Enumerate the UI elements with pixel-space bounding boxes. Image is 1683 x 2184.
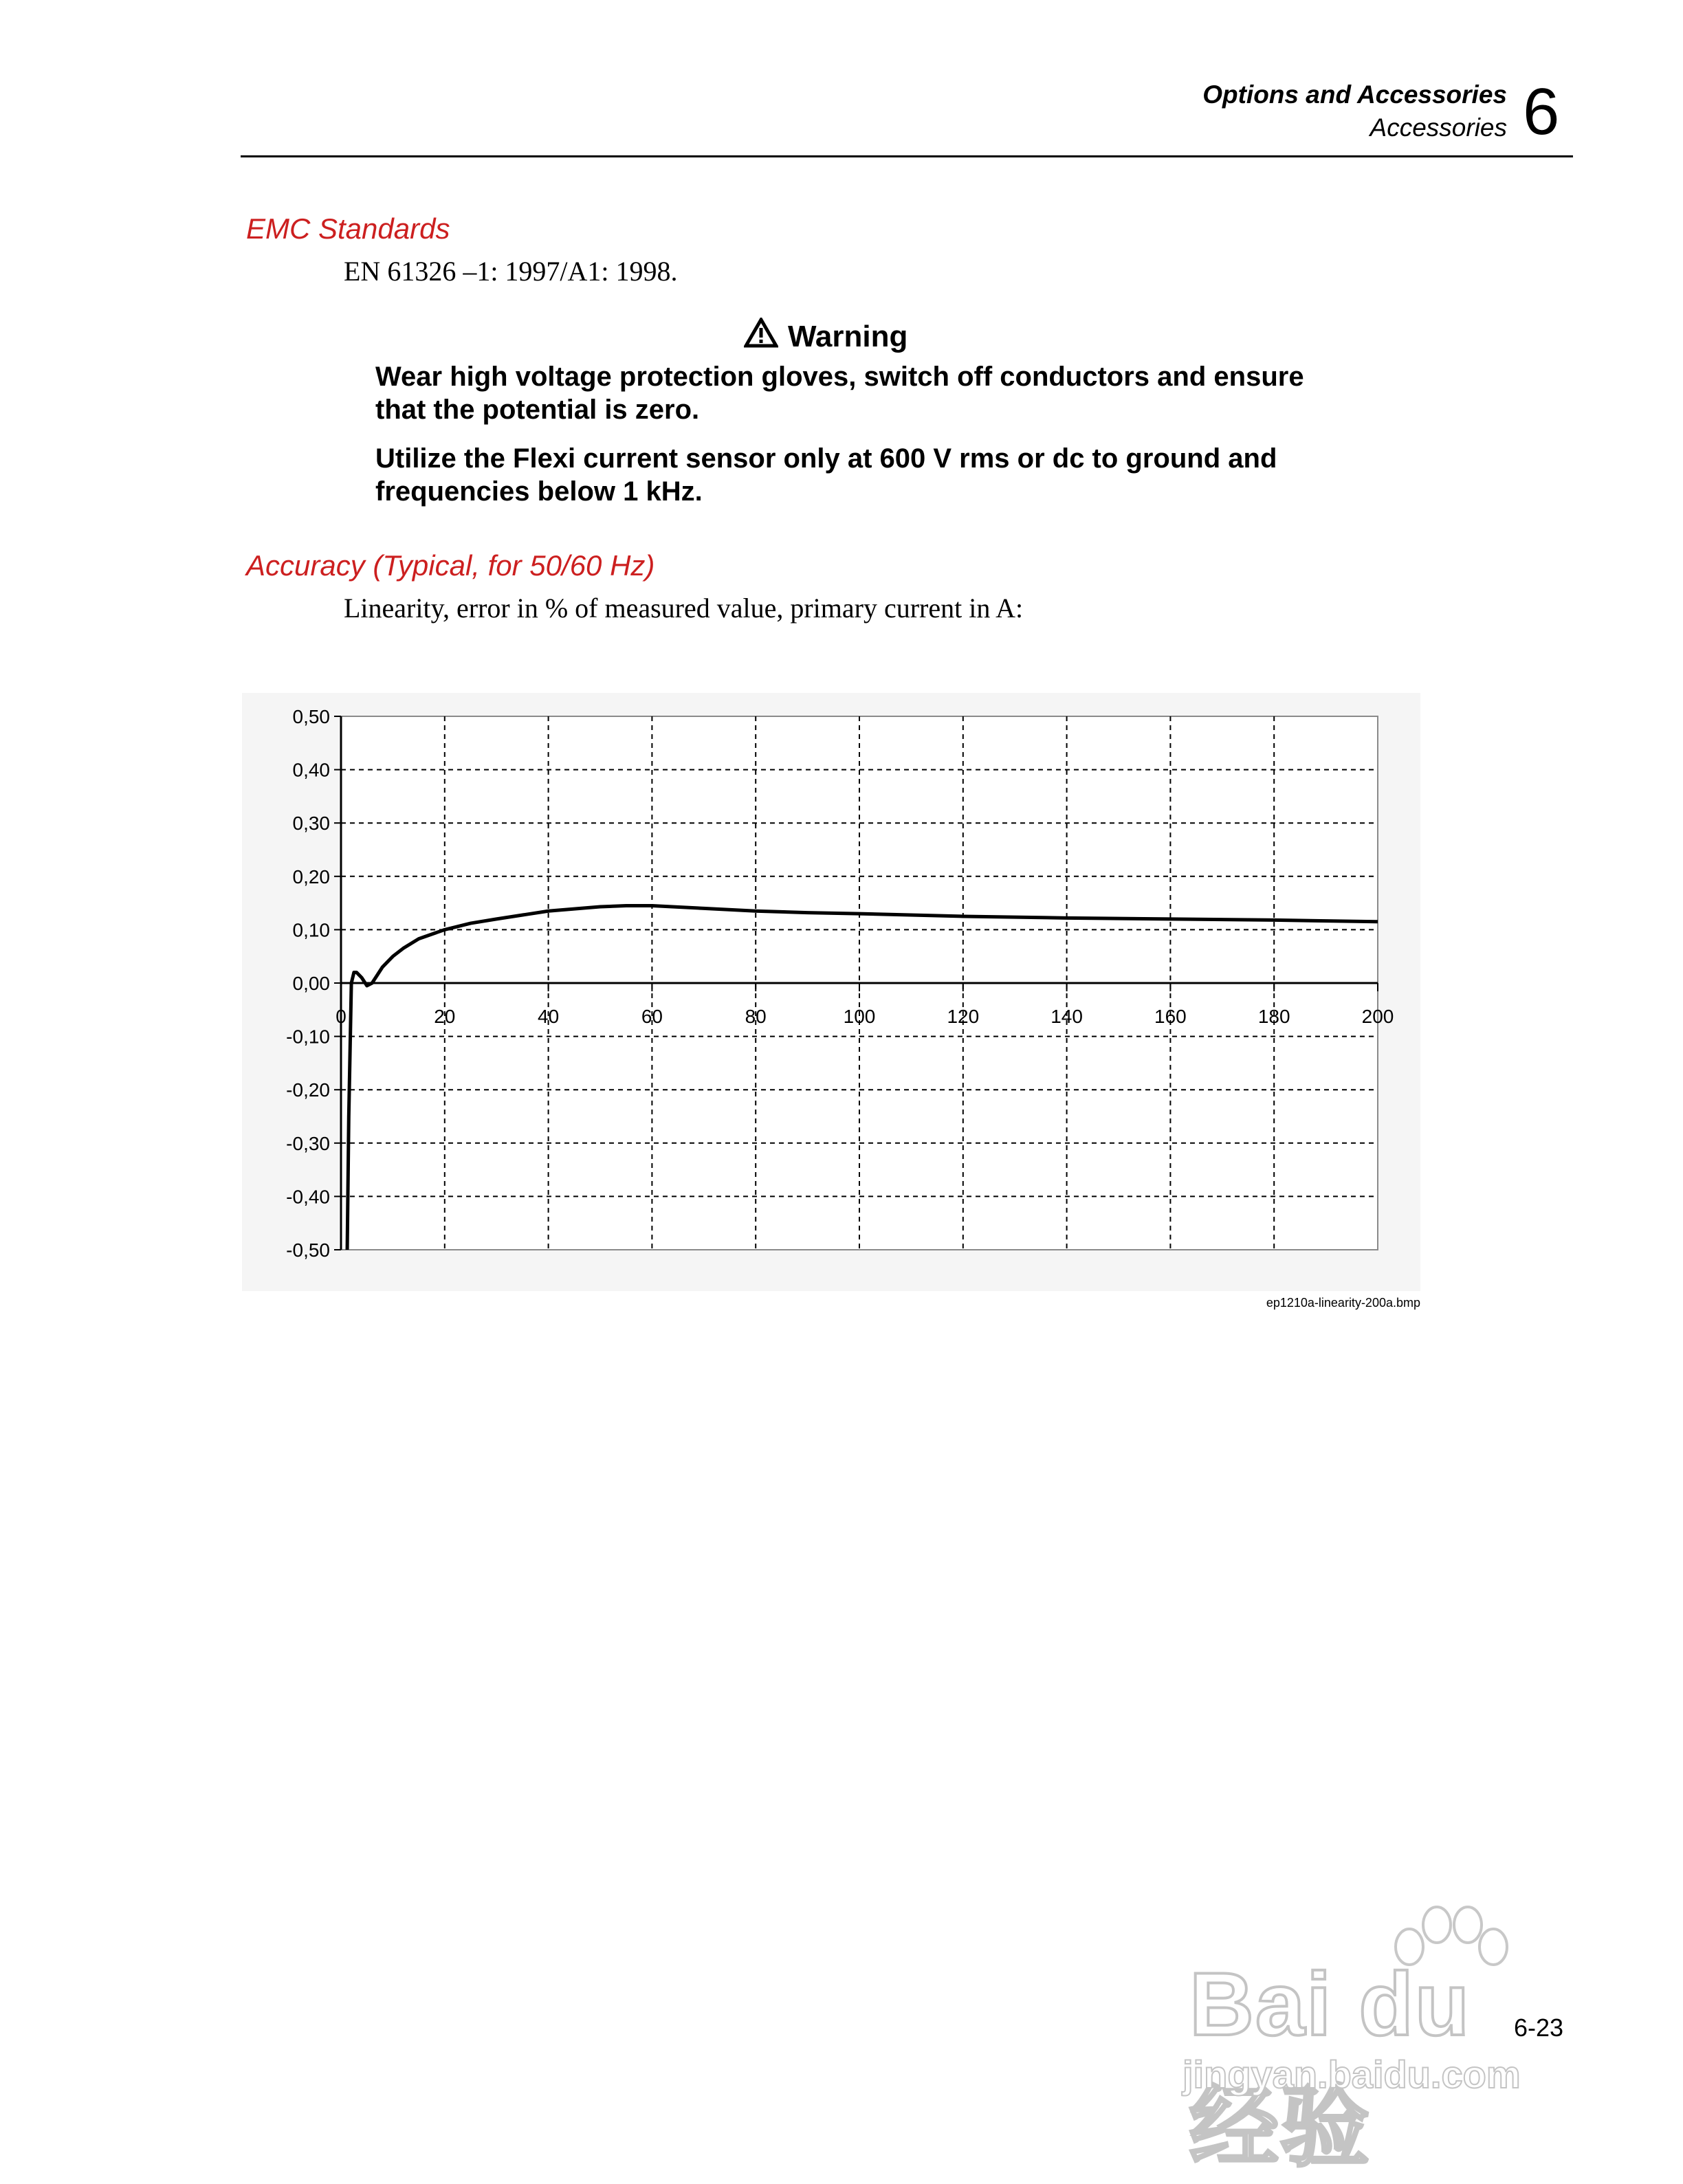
y-tick-label: 0,50 [292, 706, 330, 727]
baidu-watermark [1169, 1904, 1574, 2177]
linearity-chart [242, 693, 1420, 1291]
header-divider [241, 155, 1573, 157]
figure-file-caption: ep1210a-linearity-200a.bmp [1266, 1296, 1420, 1310]
y-tick-label: -0,50 [286, 1239, 330, 1261]
x-tick-label: 160 [1154, 1006, 1187, 1027]
x-tick-label: 140 [1050, 1006, 1083, 1027]
x-tick-label: 20 [434, 1006, 456, 1027]
x-tick-label: 80 [745, 1006, 767, 1027]
warning-triangle-icon [744, 318, 778, 356]
x-tick-label: 120 [947, 1006, 980, 1027]
watermark-brand: Bai du 经验 [1189, 1954, 1471, 2177]
y-tick-label: 0,40 [292, 759, 330, 781]
x-tick-label: 100 [843, 1006, 876, 1027]
chapter-number: 6 [1523, 75, 1560, 148]
y-tick-label: 0,20 [292, 865, 330, 887]
y-tick-label: -0,20 [286, 1079, 330, 1101]
header-title: Options and Accessories [1202, 80, 1507, 109]
x-tick-label: 180 [1257, 1006, 1290, 1027]
linearity-chart-svg [242, 693, 1420, 1291]
warning-title-text: Warning [788, 320, 908, 353]
emc-heading: EMC Standards [246, 212, 450, 245]
y-tick-label: 0,30 [292, 813, 330, 835]
warning-paragraph-1: Wear high voltage protection gloves, switch off conductors and ensure that the potential is zero. [375, 362, 1304, 425]
warning-paragraph-2: Utilize the Flexi current sensor only at 600 V rms or dc to ground and frequencies below 1 kHz. [375, 443, 1277, 507]
page-number: 6-23 [1514, 2014, 1564, 2042]
x-tick-label: 200 [1361, 1006, 1394, 1027]
y-tick-label: -0,10 [286, 1026, 330, 1048]
x-tick-label: 0 [336, 1006, 346, 1027]
y-tick-label: -0,30 [286, 1132, 330, 1154]
x-tick-label: 60 [641, 1006, 663, 1027]
y-tick-label: -0,40 [286, 1186, 330, 1208]
y-tick-label: 0,10 [292, 919, 330, 941]
x-tick-label: 40 [538, 1006, 560, 1027]
y-tick-label: 0,00 [292, 973, 330, 994]
accuracy-description: Linearity, error in % of measured value, primary current in A: [344, 593, 1024, 624]
accuracy-heading: Accuracy (Typical, for 50/60 Hz) [246, 549, 655, 582]
emc-standard-text: EN 61326 –1: 1997/A1: 1998. [344, 256, 678, 287]
watermark-url: jingyan.baidu.com [1182, 2053, 1521, 2096]
header-subtitle: Accessories [1370, 113, 1507, 142]
running-header [1202, 78, 1507, 144]
warning-title [744, 318, 908, 356]
